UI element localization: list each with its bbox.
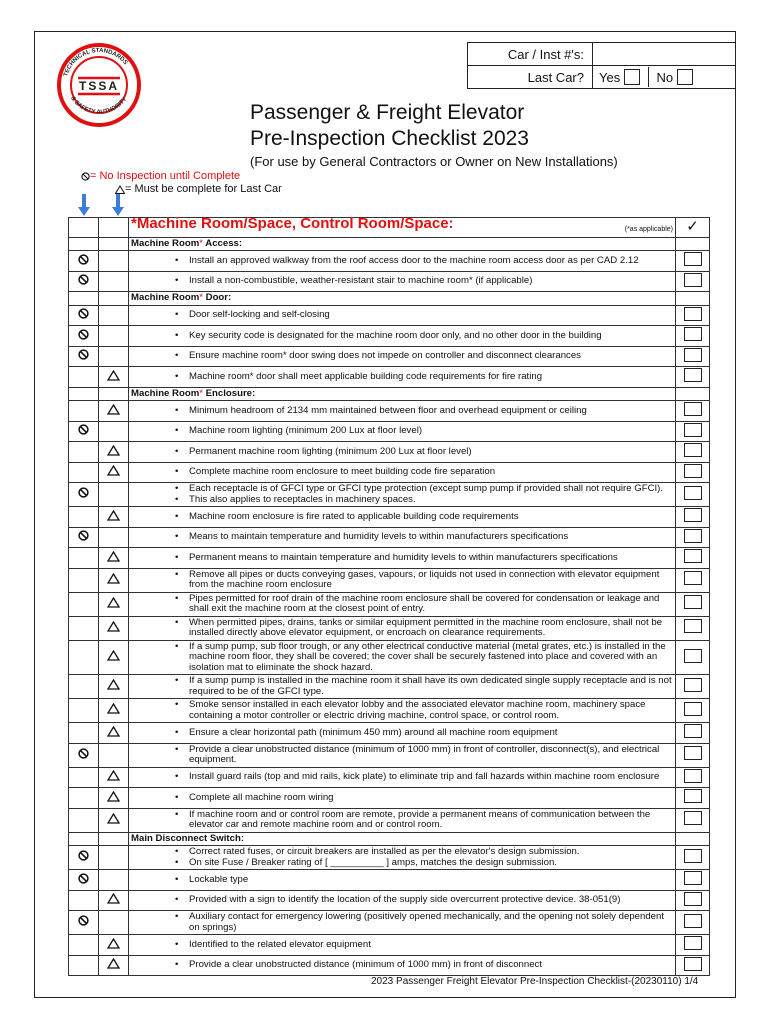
checklist-row (69, 955, 710, 976)
item-text-list (173, 372, 673, 383)
item-checkbox[interactable] (684, 769, 702, 783)
subsection-row (69, 237, 710, 251)
no-inspection-icon (78, 329, 89, 340)
no-inspection-cell (69, 271, 99, 292)
no-inspection-icon (78, 349, 89, 360)
item-text-list (173, 406, 673, 417)
triangle-icon (107, 510, 120, 521)
no-inspection-cell (69, 305, 99, 326)
no-inspection-cell (69, 935, 99, 956)
item-text-list (173, 895, 673, 906)
last-car-cell (99, 699, 129, 723)
item-checkbox[interactable] (684, 368, 702, 382)
checklist-table (68, 217, 710, 976)
no-inspection-cell (69, 640, 99, 675)
checklist-row (69, 743, 710, 767)
no-checkbox[interactable] (677, 69, 693, 85)
no-inspection-cell (69, 326, 99, 347)
checklist-row (69, 271, 710, 292)
checklist-row (69, 846, 710, 870)
triangle-icon (107, 597, 120, 608)
item-text: • If machine room and or control room are remote, provide a permanent means of communication between the elevator car and remote machine room and or control room. (189, 810, 673, 831)
svg-text:& SAFETY AUTHORITY (69, 96, 128, 116)
item-text: • Identified to the related elevator equipment (189, 940, 673, 951)
item-text: • Auxiliary contact for emergency lowering (positively opened mechanically, and the opening not solely dependent on springs) (189, 912, 673, 933)
page-subtitle: (For use by General Contractors or Owner on New Installations) (250, 154, 618, 169)
last-car-cell (99, 401, 129, 422)
item-text-list (173, 700, 673, 721)
item-text: • Key security code is designated for the machine room door only, and no other door in the building (189, 331, 673, 342)
item-checkbox[interactable] (684, 936, 702, 950)
car-label: Car / Inst #'s: (468, 43, 593, 66)
item-text: • Lockable type (189, 875, 673, 886)
item-text-2: • This also applies to receptacles in machinery spaces. (189, 495, 673, 506)
no-inspection-cell (69, 251, 99, 272)
logo-center-text: TSSA (78, 79, 120, 93)
no-inspection-cell (69, 421, 99, 442)
item-checkbox[interactable] (684, 595, 702, 609)
item-text-list (173, 745, 673, 766)
last-car-cell (99, 592, 129, 616)
triangle-icon (107, 404, 120, 415)
checklist-row (69, 675, 710, 699)
last-car-cell (99, 568, 129, 592)
item-checkbox[interactable] (684, 307, 702, 321)
title-line-1: Passenger & Freight Elevator (250, 101, 525, 124)
no-inspection-cell (69, 846, 99, 870)
no-inspection-icon (78, 748, 89, 759)
no-inspection-cell (69, 890, 99, 911)
last-car-cell (99, 507, 129, 528)
checklist-row (69, 723, 710, 744)
item-text-list (173, 728, 673, 739)
item-text-list (173, 875, 673, 886)
checklist-row (69, 326, 710, 347)
item-text-list (173, 447, 673, 458)
last-car-cell (99, 911, 129, 935)
last-car-label: Last Car? (468, 66, 593, 89)
item-text-list (173, 256, 673, 267)
checklist-row (69, 592, 710, 616)
item-checkbox[interactable] (684, 402, 702, 416)
down-arrow-icon (78, 194, 90, 216)
item-text: • Complete machine room enclosure to meet building code fire separation (189, 467, 673, 478)
item-text-list (173, 810, 673, 831)
check-column-header: ✓ (676, 218, 710, 238)
no-inspection-cell (69, 955, 99, 976)
item-text: • Remove all pipes or ducts conveying gases, vapours, or liquids not used in connection with elevator equipment from the machine room enclosure (189, 570, 673, 591)
triangle-icon (107, 551, 120, 562)
no-inspection-cell (69, 346, 99, 367)
subsection-title: Machine Room* Door: (129, 292, 676, 306)
checklist-row (69, 527, 710, 548)
no-inspection-icon (78, 487, 89, 498)
triangle-icon (107, 813, 120, 824)
legend-must-complete-text: = Must be complete for Last Car (125, 183, 282, 195)
item-text-list (173, 310, 673, 321)
checklist-row (69, 401, 710, 422)
checklist-row (69, 935, 710, 956)
item-checkbox[interactable] (684, 443, 702, 457)
no-inspection-cell (69, 675, 99, 699)
item-text: • Ensure machine room* door swing does not impede on controller and disconnect clearances (189, 351, 673, 362)
item-text-list (173, 940, 673, 951)
yes-checkbox[interactable] (624, 69, 640, 85)
item-text-list (173, 276, 673, 287)
no-inspection-icon (78, 873, 89, 884)
last-car-cell (99, 808, 129, 832)
logo-ring-top: TECHNICAL STANDARDS (63, 47, 129, 78)
last-car-cell (99, 846, 129, 870)
checklist-row (69, 699, 710, 723)
no-inspection-cell (69, 442, 99, 463)
triangle-icon (115, 185, 125, 194)
item-text: • Install an approved walkway from the roof access door to the machine room access door as per CAD 2.12 (189, 256, 673, 267)
item-checkbox[interactable] (684, 957, 702, 971)
last-car-cell (99, 955, 129, 976)
item-text: • Each receptacle is of GFCI type or GFCI type protection (except sump pump if provided shall not require GFCI). (189, 484, 673, 495)
checklist-row (69, 640, 710, 675)
item-checkbox[interactable] (684, 789, 702, 803)
item-checkbox[interactable] (684, 702, 702, 716)
item-checkbox[interactable] (684, 252, 702, 266)
no-inspection-cell (69, 527, 99, 548)
item-text-list (173, 960, 673, 971)
item-text-list (173, 570, 673, 591)
down-arrow-icon (112, 194, 124, 216)
last-car-cell (99, 367, 129, 388)
item-text: • Permanent machine room lighting (minimum 200 Lux at floor level) (189, 447, 673, 458)
item-text-list (173, 467, 673, 478)
item-text-list (173, 676, 673, 697)
checklist-row (69, 788, 710, 809)
no-inspection-cell (69, 870, 99, 891)
car-number-field[interactable] (593, 43, 736, 66)
checklist-row (69, 568, 710, 592)
last-car-cell (99, 743, 129, 767)
item-text-list (173, 912, 673, 933)
legend-no-inspection (81, 170, 240, 182)
item-text: • Provide a clear unobstructed distance (minimum of 1000 mm) in front of controller, disconnect(s), and electrical equipment. (189, 745, 673, 766)
checklist-row (69, 483, 710, 507)
last-car-cell (99, 462, 129, 483)
item-text-list (173, 642, 673, 674)
no-inspection-cell (69, 462, 99, 483)
item-text: • Door self-locking and self-closing (189, 310, 673, 321)
item-text-2: • On site Fuse / Breaker rating of [ __________ ] amps, matches the design submission. (189, 858, 673, 869)
item-checkbox[interactable] (684, 273, 702, 287)
item-text-list (173, 553, 673, 564)
checklist-row (69, 870, 710, 891)
item-text-list (173, 331, 673, 342)
last-car-cell (99, 251, 129, 272)
car-info-table (467, 42, 736, 89)
item-text-list (173, 847, 673, 868)
item-checkbox[interactable] (684, 327, 702, 341)
last-car-options (593, 66, 736, 89)
item-text: • If a sump pump is installed in the machine room it shall have its own dedicated single supply receptacle and is not required to be of the GFCI type. (189, 676, 673, 697)
triangle-icon (107, 791, 120, 802)
item-text: • Permanent means to maintain temperature and humidity levels to within manufacturers specifications (189, 553, 673, 564)
yes-label: Yes (599, 69, 621, 85)
last-car-cell (99, 442, 129, 463)
item-text: • Machine room lighting (minimum 200 Lux at floor level) (189, 426, 673, 437)
item-checkbox[interactable] (684, 508, 702, 522)
subsection-row (69, 387, 710, 401)
no-inspection-cell (69, 808, 99, 832)
no-inspection-cell (69, 616, 99, 640)
last-car-cell (99, 890, 129, 911)
triangle-icon (107, 958, 120, 969)
no-inspection-cell (69, 507, 99, 528)
item-text-list (173, 484, 673, 505)
item-text: • Means to maintain temperature and humidity levels to within manufacturers specifications (189, 532, 673, 543)
legend-no-inspection-text: = No Inspection until Complete (90, 170, 241, 182)
subsection-title: Main Disconnect Switch: (129, 832, 676, 846)
no-inspection-cell (69, 483, 99, 507)
last-car-cell (99, 421, 129, 442)
last-car-cell (99, 271, 129, 292)
item-text: • Correct rated fuses, or circuit breakers are installed as per the elevator's design submission. (189, 847, 673, 858)
legend-must-complete (115, 183, 282, 195)
no-inspection-cell (69, 767, 99, 788)
item-text: • Provided with a sign to identify the location of the supply side overcurrent protective device. 38-051(9) (189, 895, 673, 906)
last-car-cell (99, 548, 129, 569)
last-car-cell (99, 870, 129, 891)
triangle-icon (107, 465, 120, 476)
item-checkbox[interactable] (684, 649, 702, 663)
triangle-icon (107, 679, 120, 690)
logo-ring-bottom: & SAFETY AUTHORITY (69, 95, 129, 116)
no-inspection-cell (69, 367, 99, 388)
last-car-cell (99, 767, 129, 788)
no-inspection-cell (69, 548, 99, 569)
triangle-icon (107, 893, 120, 904)
last-car-cell (99, 640, 129, 675)
last-car-cell (99, 723, 129, 744)
no-inspection-icon (78, 274, 89, 285)
checklist-row (69, 442, 710, 463)
checklist-row (69, 421, 710, 442)
checklist-row (69, 462, 710, 483)
item-text: • Complete all machine room wiring (189, 793, 673, 804)
item-checkbox[interactable] (684, 571, 702, 585)
triangle-icon (107, 938, 120, 949)
item-text-list (173, 512, 673, 523)
item-checkbox[interactable] (684, 549, 702, 563)
applicable-note: (*as applicable) (624, 226, 673, 233)
page-footer: 2023 Passenger Freight Elevator Pre-Inspection Checklist-(20230110) 1/4 (371, 976, 699, 987)
checklist-row (69, 767, 710, 788)
no-inspection-cell (69, 911, 99, 935)
item-text: • Minimum headroom of 2134 mm maintained between floor and overhead equipment or ceiling (189, 406, 673, 417)
no-label: No (656, 69, 674, 85)
no-inspection-cell (69, 568, 99, 592)
triangle-icon (107, 621, 120, 632)
no-inspection-icon (78, 308, 89, 319)
triangle-icon (107, 445, 120, 456)
item-checkbox[interactable] (684, 746, 702, 760)
last-car-cell (99, 527, 129, 548)
item-text-list (173, 532, 673, 543)
item-text-list (173, 772, 673, 783)
item-checkbox[interactable] (684, 914, 702, 928)
no-inspection-cell (69, 699, 99, 723)
no-inspection-cell (69, 401, 99, 422)
last-car-cell (99, 675, 129, 699)
item-text-list (173, 351, 673, 362)
subsection-title: Machine Room* Access: (129, 237, 676, 251)
triangle-icon (107, 650, 120, 661)
checklist-row (69, 548, 710, 569)
item-text-list (173, 594, 673, 615)
triangle-icon (107, 573, 120, 584)
checklist-row (69, 507, 710, 528)
checklist-row (69, 808, 710, 832)
subsection-row (69, 292, 710, 306)
section-header-row (69, 218, 710, 238)
item-checkbox[interactable] (684, 849, 702, 863)
checklist-row (69, 890, 710, 911)
item-text: • Smoke sensor installed in each elevator lobby and the associated elevator machine room, machinery space containing a motor controller or electric driving machine, control space, or control room. (189, 700, 673, 721)
checklist-row (69, 911, 710, 935)
triangle-icon (107, 726, 120, 737)
no-inspection-icon (78, 254, 89, 265)
item-checkbox[interactable] (684, 811, 702, 825)
item-text-list (173, 618, 673, 639)
item-checkbox[interactable] (684, 892, 702, 906)
item-text: • Pipes permitted for roof drain of the machine room enclosure shall be covered for condensation or leakage and shall exit the machine room at the closest point of entry. (189, 594, 673, 615)
item-checkbox[interactable] (684, 678, 702, 692)
last-car-cell (99, 788, 129, 809)
item-checkbox[interactable] (684, 486, 702, 500)
no-inspection-icon (78, 850, 89, 861)
section-title: *Machine Room/Space, Control Room/Space: (131, 215, 454, 232)
no-inspection-cell (69, 788, 99, 809)
item-checkbox[interactable] (684, 619, 702, 633)
item-checkbox[interactable] (684, 423, 702, 437)
last-car-cell (99, 616, 129, 640)
no-inspection-cell (69, 723, 99, 744)
last-car-cell (99, 935, 129, 956)
title-line-2: Pre-Inspection Checklist 2023 (250, 127, 529, 150)
no-inspection-icon (78, 915, 89, 926)
item-text: • Provide a clear unobstructed distance (minimum of 1000 mm) in front of disconnect (189, 960, 673, 971)
checklist-row (69, 251, 710, 272)
checklist-row (69, 305, 710, 326)
item-text: • Install a non-combustible, weather-resistant stair to machine room* (if applicable) (189, 276, 673, 287)
triangle-icon (107, 770, 120, 781)
last-car-cell (99, 483, 129, 507)
item-checkbox[interactable] (684, 348, 702, 362)
item-checkbox[interactable] (684, 871, 702, 885)
tssa-logo (56, 42, 142, 128)
checklist-row (69, 346, 710, 367)
item-text: • Machine room* door shall meet applicable building code requirements for fire rating (189, 372, 673, 383)
no-inspection-icon (81, 172, 90, 181)
no-inspection-icon (78, 424, 89, 435)
item-checkbox[interactable] (684, 724, 702, 738)
checklist-row (69, 616, 710, 640)
subsection-row (69, 832, 710, 846)
item-checkbox[interactable] (684, 529, 702, 543)
item-text-list (173, 793, 673, 804)
item-text: • If a sump pump, sub floor trough, or any other electrical conductive material (metal grates, etc.) is installed in the machine room floor, they shall be covered; the cover shall be securely fastened into place and covered with an isolation mat to eliminate the shock hazard. (189, 642, 673, 674)
last-car-cell (99, 305, 129, 326)
triangle-icon (107, 703, 120, 714)
triangle-icon (107, 370, 120, 381)
item-text: • Machine room enclosure is fire rated to applicable building code requirements (189, 512, 673, 523)
item-text: • Install guard rails (top and mid rails, kick plate) to eliminate trip and fall hazards within machine room enclosure (189, 772, 673, 783)
last-car-cell (99, 346, 129, 367)
item-text: • When permitted pipes, drains, tanks or similar equipment permitted in the machine room enclosure, shall not be installed directly above elevator equipment, or encroach on clearance requirements. (189, 618, 673, 639)
subsection-title: Machine Room* Enclosure: (129, 387, 676, 401)
no-inspection-cell (69, 592, 99, 616)
item-checkbox[interactable] (684, 464, 702, 478)
item-text: • Ensure a clear horizontal path (minimum 450 mm) around all machine room equipment (189, 728, 673, 739)
last-car-cell (99, 326, 129, 347)
no-inspection-icon (78, 530, 89, 541)
item-text-list (173, 426, 673, 437)
no-inspection-cell (69, 743, 99, 767)
page-title (250, 100, 529, 152)
checklist-row (69, 367, 710, 388)
